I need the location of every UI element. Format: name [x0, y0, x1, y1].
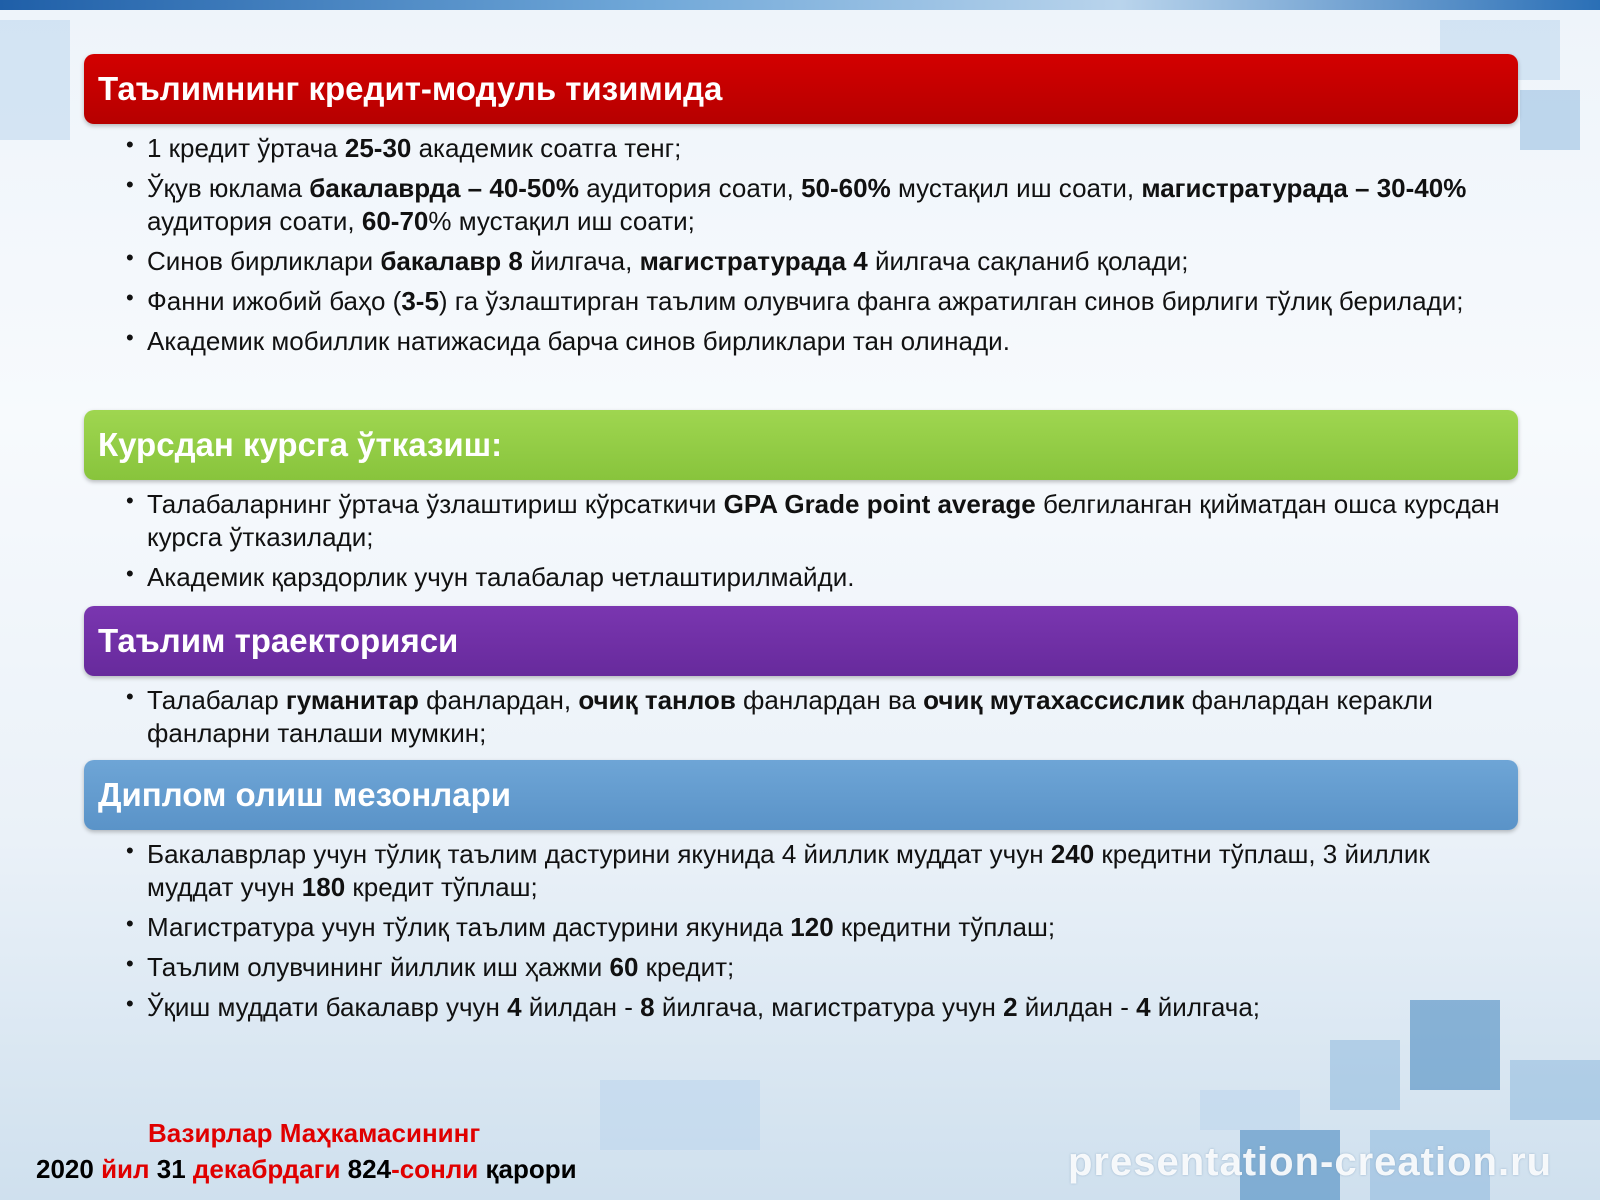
bullet-text-segment: кредитни тўплаш;	[833, 912, 1056, 942]
bullet-item	[126, 684, 1516, 750]
bullet-text-segment: Ўқиш муддати бакалавр учун	[147, 992, 508, 1022]
bullet-text-segment: кредит;	[638, 952, 735, 982]
bullet-text-segment: Магистратура учун тўлиқ таълим дастурини якунида	[147, 912, 791, 942]
bullet-text-segment: бакалаврда – 40-50%	[309, 173, 579, 203]
bullet-text-segment: 25-30	[344, 133, 412, 163]
bullet-text-segment: Академик қарздорлик учун талабалар четлаштирилмайди.	[147, 562, 855, 592]
bullet-text-segment: Академик мобиллик натижасида барча синов бирликлари тан олинади.	[147, 326, 1010, 356]
bullet-item	[126, 285, 1516, 318]
bullet-item	[126, 325, 1516, 358]
bullet-text-segment: бакалавр 8	[380, 246, 523, 276]
bullet-item	[126, 488, 1516, 554]
section-header-credit-module: Таълимнинг кредит-модуль тизимида	[84, 54, 1518, 124]
watermark-text: presentation-creation.ru	[1068, 1140, 1553, 1184]
footer-word-year: йил	[93, 1154, 157, 1184]
decor-square	[1330, 1040, 1400, 1110]
bullet-text-segment: йилгача;	[1150, 992, 1261, 1022]
bullet-text-segment: аудитория соати,	[578, 173, 802, 203]
bullet-text-segment: 3-5	[401, 286, 439, 316]
bullet-text-segment: кредитни тўплаш, 3 йиллик муддат учун	[147, 839, 1430, 902]
footer-day: 31	[156, 1154, 186, 1184]
bullet-text-segment: кредит тўплаш;	[345, 872, 538, 902]
bullet-item	[126, 132, 1516, 165]
bullet-list-credit-module	[126, 132, 1516, 365]
bullet-text-segment: фанлардан керакли фанларни танлаши мумкин;	[147, 685, 1433, 748]
bullet-text-segment: Синов бирликлари	[147, 246, 381, 276]
decor-square	[1520, 90, 1580, 150]
bullet-item	[126, 245, 1516, 278]
bullet-text-segment: академик соатга тенг;	[411, 133, 682, 163]
bullet-item	[126, 911, 1516, 944]
decor-square	[1510, 1060, 1600, 1120]
bullet-text-segment: фанлардан,	[418, 685, 579, 715]
bullet-text-segment: 60-70	[361, 206, 429, 236]
footer-suffix: -сонли	[391, 1154, 479, 1184]
section-header-course-transfer: Курсдан курсга ўтказиш:	[84, 410, 1518, 480]
bullet-text-segment: 4	[1136, 992, 1151, 1022]
bullet-text-segment: йилдан -	[521, 992, 641, 1022]
bullet-item	[126, 561, 1516, 594]
decor-square	[1200, 1090, 1300, 1130]
bullet-text-segment: 50-60%	[801, 173, 891, 203]
bullet-text-segment: 2	[1003, 992, 1018, 1022]
footer-cabinet-of-ministers: Вазирлар Маҳкамасининг	[148, 1118, 481, 1148]
footer-year: 2020	[36, 1154, 94, 1184]
decor-square	[0, 20, 70, 140]
top-decor-strip	[0, 0, 1600, 10]
bullet-text-segment: 180	[301, 872, 346, 902]
section-header-education-trajectory: Таълим траекторияси	[84, 606, 1518, 676]
bullet-text-segment: Ўқув юклама	[147, 173, 310, 203]
footer-decree-reference	[36, 1154, 577, 1185]
bullet-text-segment: Талабаларнинг ўртача ўзлаштириш кўрсаткичи	[147, 489, 724, 519]
bullet-item	[126, 838, 1516, 904]
bullet-list-diploma-criteria	[126, 838, 1516, 1031]
bullet-text-segment: аудитория соати,	[147, 206, 362, 236]
bullet-text-segment: Таълим олувчининг йиллик иш ҳажми	[147, 952, 610, 982]
bullet-text-segment: % мустақил иш соати;	[428, 206, 695, 236]
bullet-text-segment: очиқ мутахассислик	[923, 685, 1185, 715]
bullet-text-segment: 120	[790, 912, 834, 942]
bullet-item	[126, 991, 1516, 1024]
section-header-diploma-criteria: Диплом олиш мезонлари	[84, 760, 1518, 830]
footer-month: декабрдаги	[185, 1154, 348, 1184]
decor-square	[600, 1080, 760, 1150]
bullet-text-segment: магистратурада – 30-40%	[1141, 173, 1467, 203]
bullet-text-segment: мустақил иш соати,	[890, 173, 1142, 203]
bullet-text-segment: GPA Grade point average	[723, 489, 1036, 519]
bullet-text-segment: 8	[640, 992, 655, 1022]
bullet-text-segment: фанлардан ва	[735, 685, 924, 715]
bullet-text-segment: йилгача сақланиб қолади;	[867, 246, 1189, 276]
bullet-text-segment: 4	[507, 992, 522, 1022]
bullet-text-segment: очиқ танлов	[578, 685, 736, 715]
bullet-text-segment: йилгача,	[522, 246, 640, 276]
bullet-text-segment: Бакалаврлар учун тўлиқ таълим дастурини якунида 4 йиллик муддат учун	[147, 839, 1051, 869]
footer-word-decision: қарори	[478, 1154, 577, 1184]
bullet-text-segment: гуманитар	[285, 685, 419, 715]
bullet-text-segment: белгиланган қийматдан ошса курсдан курсга ўтказилади;	[147, 489, 1500, 552]
bullet-item	[126, 172, 1516, 238]
bullet-text-segment: 1 кредит ўртача	[147, 133, 345, 163]
bullet-list-course-transfer	[126, 488, 1516, 601]
bullet-text-segment: магистратурада 4	[639, 246, 868, 276]
bullet-text-segment: Фанни ижобий баҳо (	[147, 286, 402, 316]
bullet-item	[126, 951, 1516, 984]
bullet-text-segment: 60	[609, 952, 639, 982]
bullet-text-segment: йилгача, магистратура учун	[654, 992, 1004, 1022]
bullet-text-segment: 240	[1050, 839, 1095, 869]
footer-number: 824	[347, 1154, 392, 1184]
bullet-text-segment: Талабалар	[147, 685, 286, 715]
bullet-text-segment: йилдан -	[1017, 992, 1137, 1022]
bullet-text-segment: ) га ўзлаштирган таълим олувчига фанга ажратилган синов бирлиги тўлиқ берилади;	[438, 286, 1464, 316]
bullet-list-education-trajectory	[126, 684, 1516, 757]
